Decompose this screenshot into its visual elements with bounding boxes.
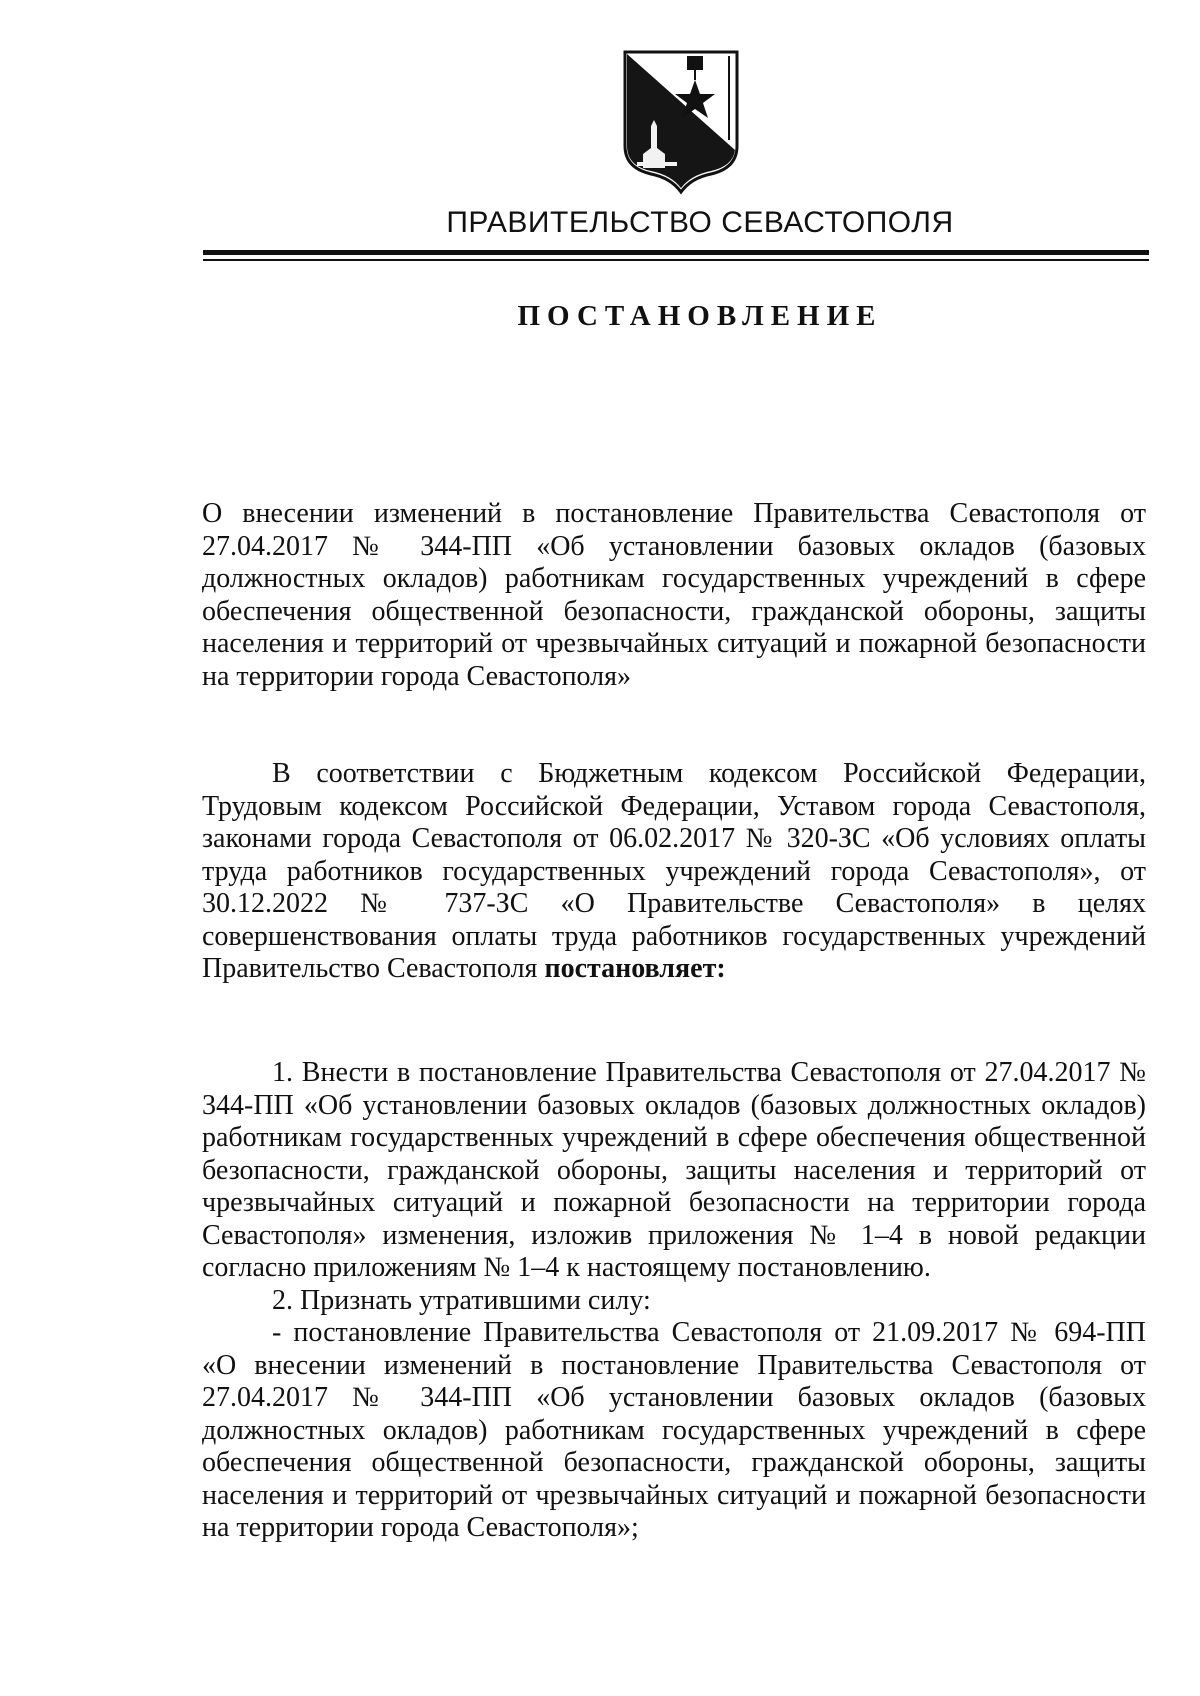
sevastopol-coat-of-arms-icon <box>621 50 741 195</box>
decree-item: 2. Признать утратившими силу: <box>272 1284 651 1316</box>
preamble <box>202 758 1146 986</box>
document-title-text: О внесении изменений в постановление Правительства Севастополя от 27.04.2017 № 344-ПП «Об установлении базовых окладов (базовых должностных окладов) работникам государственных учреждений в сфере обеспечения общественной безопасности, гражданской обороны, защиты населения и территорий от чрезвычайных ситуаций и пожарной безопасности на территории города Севастополя» <box>202 498 1146 692</box>
document-type: ПОСТАНОВЛЕНИЕ <box>517 300 883 332</box>
organization-name: ПРАВИТЕЛЬСТВО СЕВАСТОПОЛЯ <box>446 206 954 239</box>
decree-items <box>202 1057 1146 1545</box>
preamble-paragraph <box>202 758 1146 986</box>
header-divider-thin <box>203 259 1149 261</box>
decree-item: - постановление Правительства Севастополя от 21.09.2017 № 694-ПП «О внесении изменений в постановление Правительства Севастополя от 27.04.2017 № 344-ПП «Об установлении базовых окладов (базовых должностных окладов) работникам государственных учреждений в сфере обеспечения общественной безопасности, гражданской обороны, защиты населения и территорий от чрезвычайных ситуаций и пожарной безопасности на территории города Севастополя»; <box>202 1317 1146 1543</box>
decree-item: 1. Внести в постановление Правительства Севастополя от 27.04.2017 № 344-ПП «Об установлении базовых окладов (базовых должностных окладов) работникам государственных учреждений в сфере обеспечения общественной безопасности, гражданской обороны, защиты населения и территорий от чрезвычайных ситуаций и пожарной безопасности на территории города Севастополя» изменения, изложив приложения № 1–4 в новой редакции согласно приложениям № 1–4 к настоящему постановлению. <box>202 1057 1146 1283</box>
document-title <box>202 498 1146 693</box>
decree-word: постановляет: <box>544 953 726 984</box>
header-divider-thick <box>203 250 1149 255</box>
preamble-text: В соответствии с Бюджетным кодексом Российской Федерации, Трудовым кодексом Российской Федерации, Уставом города Севастополя, законами города Севастополя от 06.02.2017 № 320-ЗС «Об условиях оплаты труда работников государственных учреждений города Севастополя», от 30.12.2022 № 737-ЗС «О Правительстве Севастополя» в целях совершенствования оплаты труда работников государственных учреждений Правительство Севастополя <box>202 758 1146 984</box>
